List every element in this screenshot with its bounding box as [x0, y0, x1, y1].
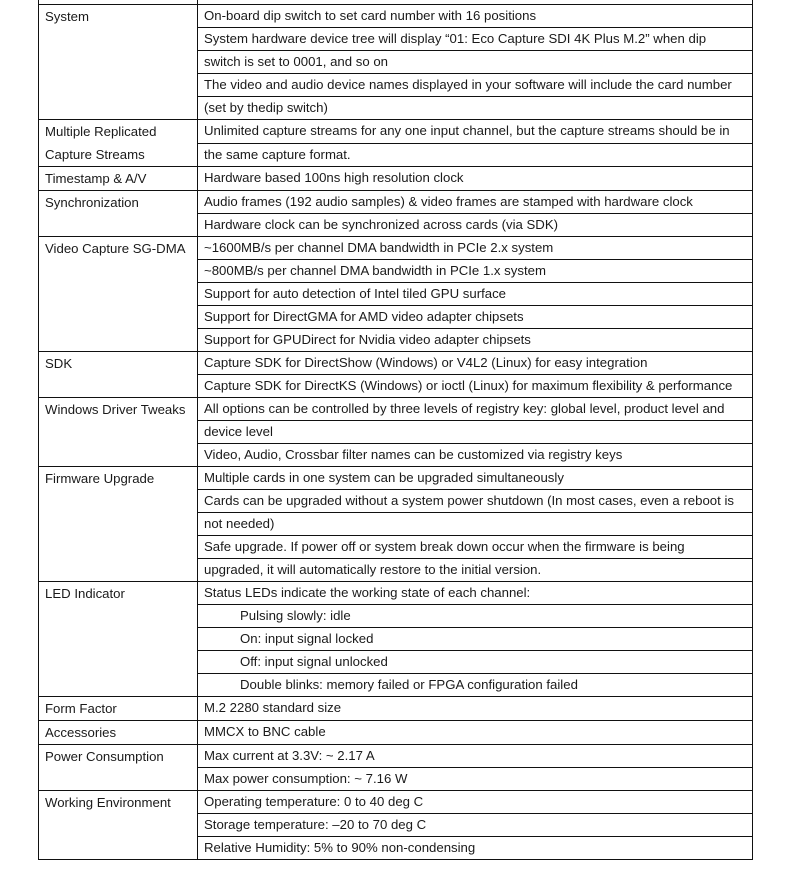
- spec-detail: Operating temperature: 0 to 40 deg C: [198, 791, 753, 814]
- spec-category-label: [39, 237, 198, 352]
- spec-detail: The video and audio device names displayed in your software will include the card number: [198, 74, 753, 97]
- spec-detail: Relative Humidity: 5% to 90% non-condensing: [198, 837, 753, 860]
- spec-detail: Capture SDK for DirectKS (Windows) or ioctl (Linux) for maximum flexibility & performance: [198, 375, 753, 398]
- spec-category-label: [39, 791, 198, 860]
- spec-detail: Support for DirectGMA for AMD video adapter chipsets: [198, 306, 753, 329]
- spec-detail: upgraded, it will automatically restore to the initial version.: [198, 559, 753, 582]
- spec-detail: System hardware device tree will display “01: Eco Capture SDI 4K Plus M.2” when dip: [198, 28, 753, 51]
- spec-detail: device level: [198, 421, 753, 444]
- spec-category-label: [39, 167, 198, 191]
- table-row: [39, 167, 753, 191]
- spec-category-label-line: Form Factor: [45, 701, 117, 716]
- table-row: [39, 398, 753, 421]
- spec-detail: Storage temperature: –20 to 70 deg C: [198, 814, 753, 837]
- spec-detail: ~800MB/s per channel DMA bandwidth in PCIe 1.x system: [198, 260, 753, 283]
- spec-category-label: [39, 745, 198, 791]
- spec-detail: Video, Audio, Crossbar filter names can be customized via registry keys: [198, 444, 753, 467]
- spec-category-label: [39, 582, 198, 697]
- spec-category-label: [39, 352, 198, 398]
- spec-detail: Max current at 3.3V: ~ 2.17 A: [198, 745, 753, 768]
- spec-detail: All options can be controlled by three levels of registry key: global level, product level and: [198, 398, 753, 421]
- specifications-table-body: [39, 0, 753, 860]
- spec-detail: Double blinks: memory failed or FPGA configuration failed: [198, 674, 753, 697]
- spec-category-label-line: Timestamp & A/V: [45, 171, 147, 186]
- spec-detail: Capture SDK for DirectShow (Windows) or V4L2 (Linux) for easy integration: [198, 352, 753, 375]
- spec-category-label: [39, 191, 198, 237]
- spec-detail: On-board dip switch to set card number with 16 positions: [198, 5, 753, 28]
- spec-detail: ~1600MB/s per channel DMA bandwidth in PCIe 2.x system: [198, 237, 753, 260]
- spec-category-label-line: Multiple Replicated: [45, 124, 157, 139]
- spec-category-label: [39, 120, 198, 167]
- spec-detail: switch is set to 0001, and so on: [198, 51, 753, 74]
- spec-detail: (set by thedip switch): [198, 97, 753, 120]
- spec-detail: MMCX to BNC cable: [198, 721, 753, 745]
- spec-category-label: [39, 697, 198, 721]
- spec-detail: Safe upgrade. If power off or system break down occur when the firmware is being: [198, 536, 753, 559]
- spec-detail: Hardware based 100ns high resolution clock: [198, 167, 753, 191]
- table-row: [39, 191, 753, 214]
- spec-detail: Max power consumption: ~ 7.16 W: [198, 768, 753, 791]
- spec-category-label-line: Firmware Upgrade: [45, 471, 155, 486]
- spec-detail: Unlimited capture streams for any one input channel, but the capture streams should be in: [198, 120, 753, 144]
- spec-category-label-line: Capture Streams: [45, 147, 145, 162]
- spec-category-label-line: Working Environment: [45, 795, 171, 810]
- spec-detail: Status LEDs indicate the working state of each channel:: [198, 582, 753, 605]
- spec-category-label: [39, 467, 198, 582]
- spec-category-label-line: Power Consumption: [45, 749, 164, 764]
- spec-category-label-line: SDK: [45, 356, 73, 371]
- table-row: [39, 237, 753, 260]
- spec-category-label: [39, 5, 198, 120]
- table-row: [39, 791, 753, 814]
- table-row: [39, 467, 753, 490]
- specifications-table: [38, 0, 753, 860]
- table-row: [39, 120, 753, 144]
- spec-detail: the same capture format.: [198, 143, 753, 167]
- table-row: [39, 745, 753, 768]
- spec-detail: Multiple cards in one system can be upgraded simultaneously: [198, 467, 753, 490]
- table-row: [39, 697, 753, 721]
- spec-category-label-line: LED Indicator: [45, 586, 125, 601]
- spec-detail: Audio frames (192 audio samples) & video frames are stamped with hardware clock: [198, 191, 753, 214]
- table-row: [39, 582, 753, 605]
- spec-category-label-line: Windows Driver Tweaks: [45, 402, 186, 417]
- spec-detail: Support for GPUDirect for Nvidia video adapter chipsets: [198, 329, 753, 352]
- spec-category-label: [39, 398, 198, 467]
- spec-category-label-line: Synchronization: [45, 195, 139, 210]
- table-row: [39, 721, 753, 745]
- spec-detail: On: input signal locked: [198, 628, 753, 651]
- spec-detail: M.2 2280 standard size: [198, 697, 753, 721]
- spec-category-label-line: Video Capture SG-DMA: [45, 241, 186, 256]
- table-row: [39, 5, 753, 28]
- spec-detail: Support for auto detection of Intel tiled GPU surface: [198, 283, 753, 306]
- spec-detail: not needed): [198, 513, 753, 536]
- spec-detail: Off: input signal unlocked: [198, 651, 753, 674]
- spec-detail: Pulsing slowly: idle: [198, 605, 753, 628]
- spec-category-label-line: System: [45, 9, 89, 24]
- spec-category-label: [39, 721, 198, 745]
- spec-detail: Hardware clock can be synchronized across cards (via SDK): [198, 214, 753, 237]
- spec-detail: Cards can be upgraded without a system power shutdown (In most cases, even a reboot is: [198, 490, 753, 513]
- spec-category-label-line: Accessories: [45, 725, 117, 740]
- table-row: [39, 352, 753, 375]
